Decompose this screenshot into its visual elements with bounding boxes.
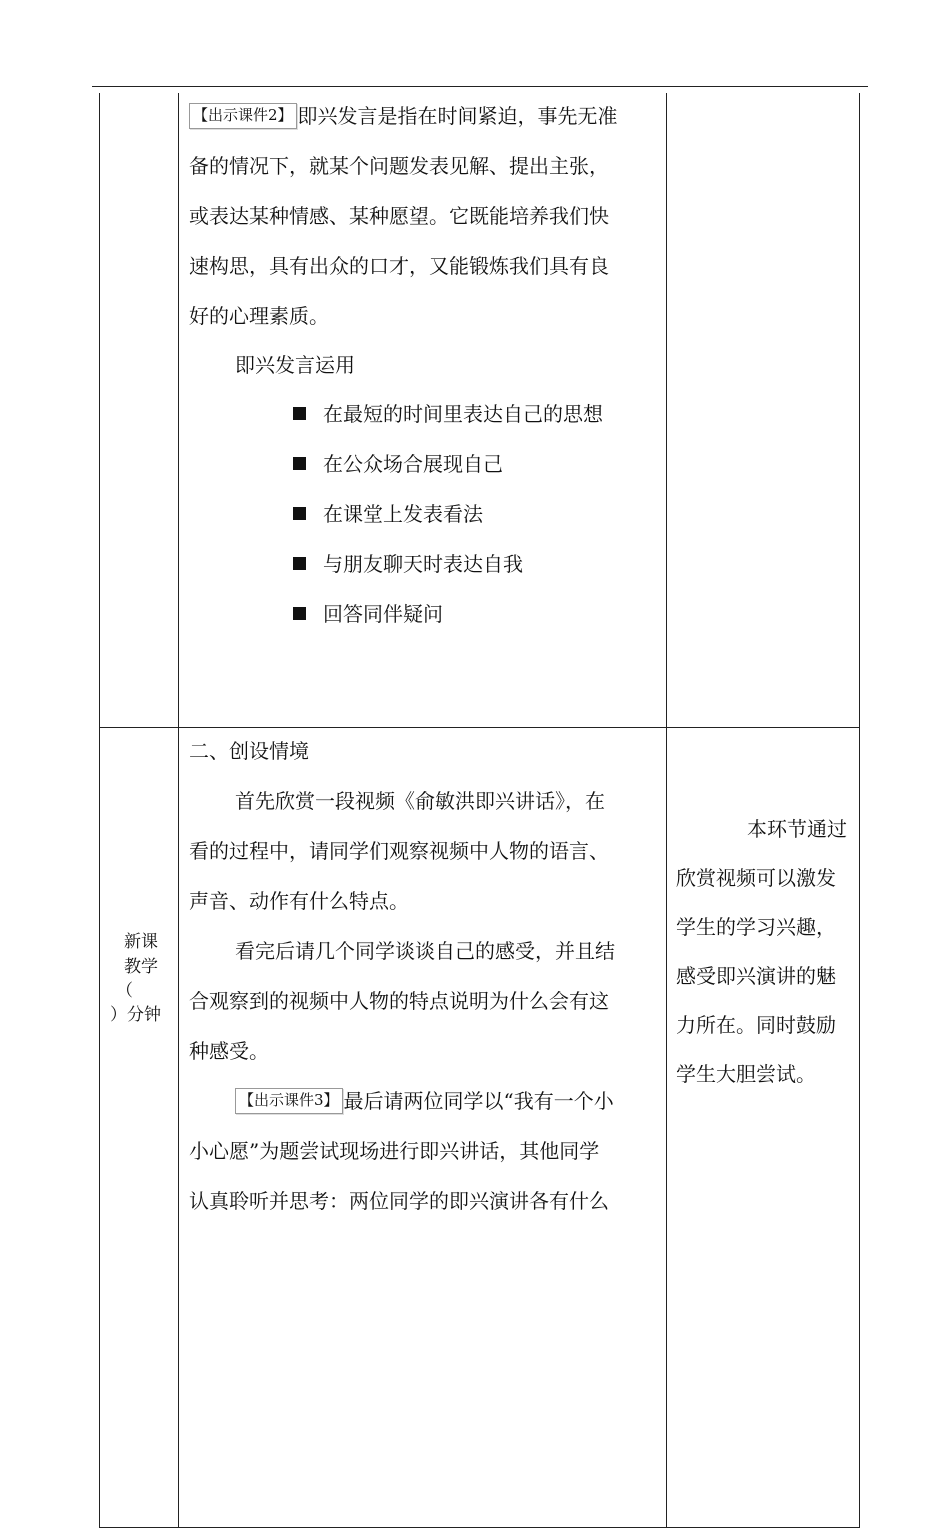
bullet-item-3: 在课堂上发表看法 — [323, 502, 483, 526]
section1-line-3: 或表达某种情感、某种愿望。它既能培养我们快 — [189, 204, 609, 228]
bullet-square-icon — [293, 507, 306, 520]
table-border-left — [99, 93, 100, 1528]
section2-line-9: 认真聆听并思考：两位同学的即兴演讲各有什么 — [189, 1189, 609, 1213]
bullet-item-5: 回答同伴疑问 — [323, 602, 443, 626]
note-line-6: 学生大胆尝试。 — [676, 1062, 816, 1086]
section2-line-8: 小心愿”为题尝试现场进行即兴讲话，其他同学 — [189, 1139, 600, 1163]
table-border-col1 — [178, 93, 179, 1528]
row-label-line-3: （ — [116, 981, 133, 1001]
table-border-right — [859, 93, 860, 1528]
section2-line-7 — [235, 1076, 614, 1126]
section2-text-7: 最后请两位同学以“我有一个小 — [343, 1089, 614, 1113]
note-line-2: 欣赏视频可以激发 — [676, 866, 836, 890]
courseware-badge-3: 【出示课件3】 — [235, 1088, 343, 1114]
bullet-square-icon — [293, 607, 306, 620]
section2-line-4: 看完后请几个同学谈谈自己的感受，并且结 — [235, 939, 615, 963]
section2-heading: 二、创设情境 — [189, 739, 309, 763]
table-border-col2 — [666, 93, 667, 1528]
bullet-square-icon — [293, 457, 306, 470]
section1-line-2: 备的情况下，就某个问题发表见解、提出主张， — [189, 154, 609, 178]
bullet-item-2: 在公众场合展现自己 — [323, 452, 503, 476]
row-label-line-1: 新课 — [124, 932, 158, 952]
bullet-square-icon — [293, 557, 306, 570]
courseware-badge-2: 【出示课件2】 — [189, 103, 297, 129]
section2-line-3: 声音、动作有什么特点。 — [189, 889, 409, 913]
note-line-5: 力所在。同时鼓励 — [676, 1013, 836, 1037]
section1-subheading: 即兴发言运用 — [235, 353, 355, 377]
row-label-line-4: ）分钟 — [110, 1005, 161, 1025]
page-header-rule — [92, 86, 868, 87]
section1-text-1: 即兴发言是指在时间紧迫，事先无准 — [297, 104, 618, 128]
section2-line-1: 首先欣赏一段视频《俞敏洪即兴讲话》，在 — [235, 789, 605, 813]
section1-line-4: 速构思，具有出众的口才，又能锻炼我们具有良 — [189, 254, 609, 278]
section2-line-6: 种感受。 — [189, 1039, 269, 1063]
note-line-1: 本环节通过 — [747, 817, 847, 841]
section1-line-1 — [189, 91, 618, 141]
bullet-item-1: 在最短的时间里表达自己的思想 — [323, 402, 603, 426]
bullet-square-icon — [293, 407, 306, 420]
row-label-line-2: 教学 — [124, 957, 158, 977]
note-line-4: 感受即兴演讲的魅 — [676, 964, 836, 988]
bullet-item-4: 与朋友聊天时表达自我 — [323, 552, 523, 576]
section2-line-5: 合观察到的视频中人物的特点说明为什么会有这 — [189, 989, 609, 1013]
note-line-3: 学生的学习兴趣， — [676, 915, 836, 939]
section1-line-5: 好的心理素质。 — [189, 304, 329, 328]
section2-line-2: 看的过程中，请同学们观察视频中人物的语言、 — [189, 839, 609, 863]
